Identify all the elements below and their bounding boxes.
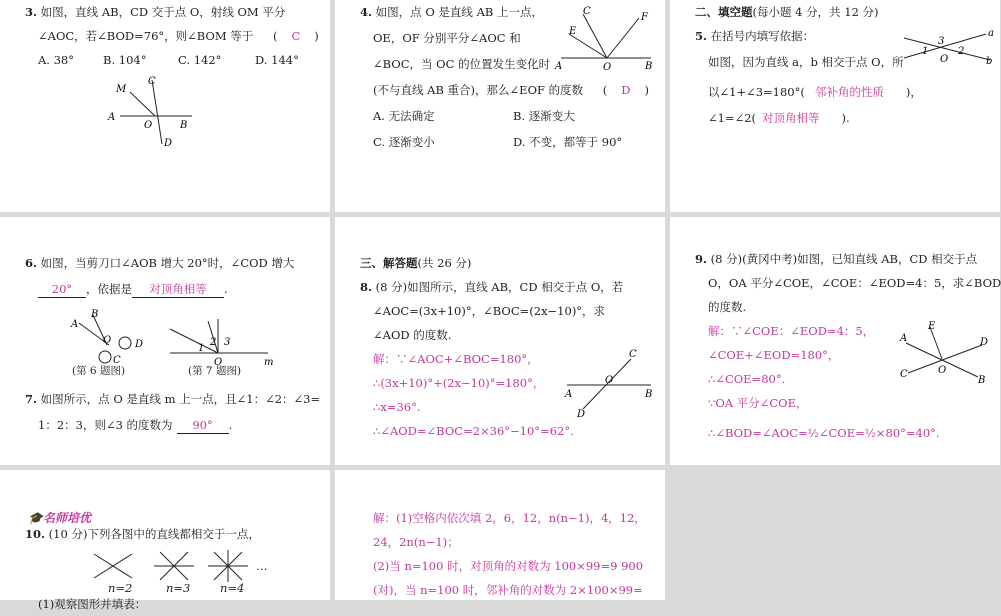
- q3-option-c: C. 142°: [178, 53, 222, 67]
- q7-line1: 7. 如图所示，点 O 是直线 m 上一点，且∠1：∠2：∠3=: [25, 392, 321, 406]
- q4-answer: D: [621, 83, 631, 97]
- q4-option-c: C. 逐渐变小: [373, 135, 435, 149]
- q10-line2: (1)观察图形并填表：: [38, 597, 147, 611]
- svg-text:A: A: [108, 112, 116, 123]
- svg-text:3: 3: [224, 337, 231, 348]
- q10-line1: 10. (10 分)下列各图中的直线都相交于一点，: [25, 527, 260, 541]
- section-2-panel: [670, 0, 1000, 212]
- svg-text:a: a: [988, 28, 994, 39]
- q3-figure: [100, 72, 200, 152]
- svg-text:O: O: [214, 357, 223, 368]
- q4-line3: ∠BOC，当 OC 的位置发生变化时: [373, 57, 551, 71]
- svg-text:D: D: [164, 138, 173, 149]
- q8-solution-line3: ∴x=36°.: [373, 400, 421, 414]
- q8-line1: 8. (8 分)如图所示，直线 AB，CD 相交于点 O，若: [360, 280, 624, 294]
- q8-line2: ∠AOC=(3x+10)°，∠BOC=(2x−10)°，求: [373, 304, 606, 318]
- q10-ellipsis: …: [256, 559, 268, 573]
- q3-line1: 3. 如图，直线 AB，CD 交于点 O，射线 OM 平分: [25, 5, 286, 19]
- q4-option-a: A. 无法确定: [373, 109, 435, 123]
- svg-text:C: C: [583, 6, 591, 17]
- q9-line1: 9. (8 分)(黄冈中考)如图，已知直线 AB，CD 相交于点: [695, 252, 978, 266]
- q9-line2: O，OA 平分∠COE，∠COE：∠EOD=4：5，求∠BOD: [708, 276, 1001, 290]
- svg-text:b: b: [986, 56, 993, 67]
- svg-text:C: C: [148, 76, 156, 87]
- svg-text:M: M: [116, 84, 127, 95]
- svg-text:O: O: [940, 54, 949, 65]
- question-6-7-panel: [0, 217, 330, 465]
- svg-text:D: D: [135, 339, 144, 350]
- svg-text:D: D: [577, 409, 586, 420]
- svg-text:3: 3: [938, 36, 945, 47]
- q9-solution-line1: 解：∵∠COE：∠EOD=4：5，: [708, 324, 875, 338]
- q3-answer: C: [291, 29, 301, 43]
- q6-answer-1: 20°: [38, 281, 86, 298]
- q8-solution-line4: ∴∠AOD=∠BOC=2×36°−10°=62°.: [373, 424, 574, 438]
- q5-line3: 以∠1+∠3=180°( 邻补角的性质 )，: [708, 85, 922, 99]
- q7-line2: 1：2：3，则∠3 的度数为 90° .: [38, 418, 233, 432]
- svg-text:O: O: [603, 62, 612, 73]
- teacher-hat-icon: 🎓: [28, 511, 43, 525]
- q8-line3: ∠AOD 的度数.: [373, 328, 452, 342]
- q10-label-n2: n=2: [108, 581, 133, 595]
- q7-answer: 90°: [177, 417, 229, 434]
- svg-text:A: A: [900, 333, 908, 344]
- section-3-heading: 三、解答题(共 26 分): [360, 256, 472, 270]
- q9-solution-line3: ∴∠COE=80°.: [708, 372, 786, 386]
- q5-line4: ∠1=∠2( 对顶角相等 ).: [708, 111, 850, 125]
- question-3-panel: [0, 0, 330, 212]
- svg-text:B: B: [645, 61, 653, 72]
- q8-solution-line2: ∴(3x+10)°+(2x−10)°=180°，: [373, 376, 545, 390]
- q9-solution-line4: ∵OA 平分∠COE，: [708, 396, 808, 410]
- q9-line3: 的度数.: [708, 300, 747, 314]
- q4-line1: 4. 如图，点 O 是直线 AB 上一点，: [360, 5, 543, 19]
- q10-header: 🎓名师培优: [28, 511, 91, 525]
- svg-text:m: m: [264, 357, 274, 368]
- section-2-heading: 二、填空题(每小题 4 分，共 12 分): [695, 5, 879, 19]
- q4-figure: [553, 2, 658, 72]
- svg-text:B: B: [645, 389, 653, 400]
- q3-option-b: B. 104°: [103, 53, 147, 67]
- q5-answer-2: 对顶角相等: [762, 111, 820, 125]
- q8-solution-line1: 解：∵∠AOC+∠BOC=180°，: [373, 352, 539, 366]
- q5-line2: 如图，因为直线 a，b 相交于点 O，所: [708, 55, 904, 69]
- q6-answer-2: 对顶角相等: [132, 281, 224, 298]
- svg-text:F: F: [641, 12, 648, 23]
- q9-solution-line2: ∠COE+∠EOD=180°，: [708, 348, 840, 362]
- svg-text:C: C: [629, 349, 637, 360]
- question-4-panel: [335, 0, 665, 212]
- svg-text:1: 1: [922, 46, 929, 57]
- svg-text:A: A: [71, 319, 79, 330]
- svg-text:E: E: [928, 321, 936, 332]
- svg-text:O: O: [938, 365, 947, 376]
- svg-text:D: D: [980, 337, 989, 348]
- q7-figure-caption: (第 7 题图): [188, 365, 242, 377]
- svg-text:1: 1: [198, 343, 205, 354]
- svg-text:2: 2: [958, 46, 965, 57]
- q4-option-d: D. 不变，都等于 90°: [513, 135, 623, 149]
- q5-line1: 5. 在括号内填写依据：: [695, 29, 815, 43]
- svg-text:A: A: [555, 61, 563, 72]
- q5-figure: [900, 28, 995, 68]
- q10-label-n4: n=4: [220, 581, 245, 595]
- svg-text:E: E: [569, 26, 577, 37]
- q10-solution-line3: (2)当 n=100 时，对顶角的对数为 100×99=9 900: [373, 559, 644, 573]
- svg-text:A: A: [565, 389, 573, 400]
- q4-line2: OE，OF 分别平分∠AOC 和: [373, 31, 521, 45]
- q6-line1: 6. 如图，当剪刀口∠AOB 增大 20°时，∠COD 增大: [25, 256, 295, 270]
- q9-solution-line5: ∴∠BOD=∠AOC=½∠COE=½×80°=40°.: [708, 426, 940, 440]
- svg-text:O: O: [144, 120, 153, 131]
- q10-label-n3: n=3: [166, 581, 191, 595]
- question-10-solution-panel: [335, 470, 665, 600]
- q9-figure: [898, 321, 993, 389]
- q4-option-b: B. 逐渐变大: [513, 109, 575, 123]
- svg-text:O: O: [605, 375, 614, 386]
- question-10-panel: [0, 470, 330, 611]
- q3-option-d: D. 144°: [255, 53, 299, 67]
- q10-solution-line1: 解：(1)空格内依次填 2，6，12，n(n−1)，4，12，: [373, 511, 646, 525]
- svg-text:B: B: [978, 375, 986, 386]
- q5-answer-1: 邻补角的性质: [814, 85, 884, 99]
- q3-option-a: A. 38°: [38, 53, 74, 67]
- q10-solution-line4: (对)，当 n=100 时，邻补角的对数为 2×100×99=: [373, 583, 643, 597]
- q10-solution-line2: 24，2n(n−1)；: [373, 535, 459, 549]
- svg-text:C: C: [900, 369, 908, 380]
- q8-figure: [563, 347, 658, 419]
- q6-figure-caption: (第 6 题图): [72, 365, 126, 377]
- q4-line4: (不与直线 AB 重合)，那么∠EOF 的度数 ( D ): [373, 83, 650, 97]
- q6-line2: 20° ，依据是 对顶角相等 .: [38, 277, 228, 301]
- svg-text:C: C: [113, 355, 121, 366]
- section-3-panel: [335, 217, 665, 465]
- svg-text:2: 2: [210, 337, 217, 348]
- svg-text:O: O: [103, 335, 112, 346]
- question-9-panel: [670, 217, 1000, 465]
- svg-text:B: B: [180, 120, 188, 131]
- svg-text:B: B: [91, 309, 99, 320]
- q3-line2: ∠AOC，若∠BOD=76°，则∠BOM 等于 ( C ): [38, 29, 319, 43]
